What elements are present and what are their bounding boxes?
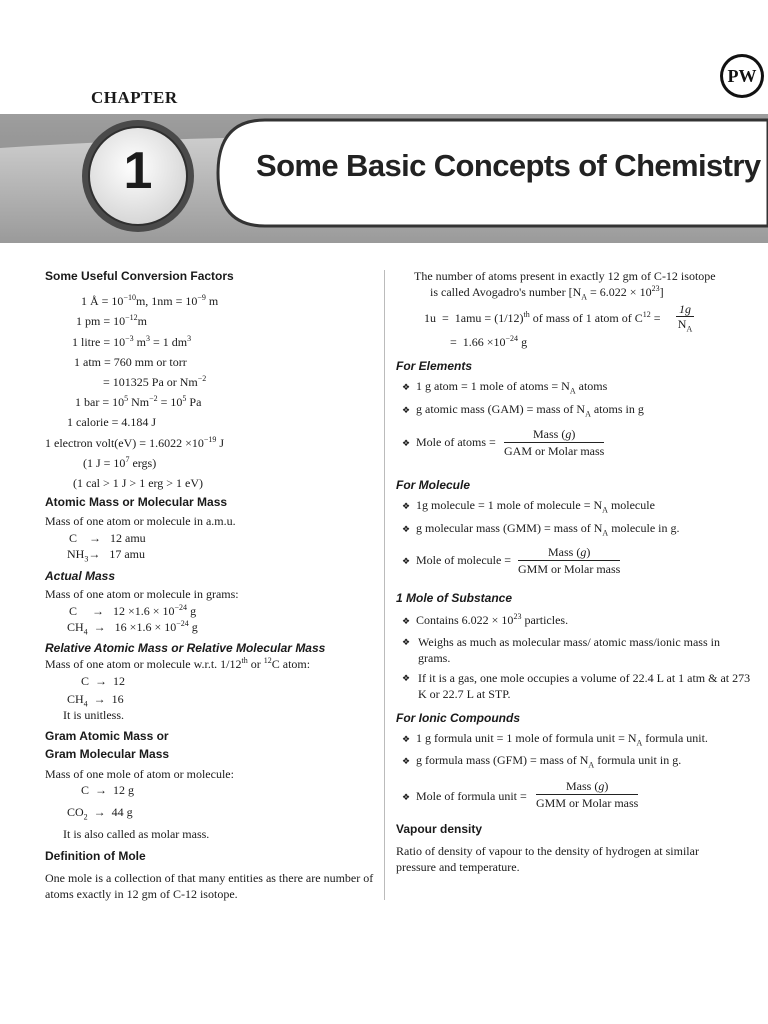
conversion-line: 1 pm = $10^{-12}m$ xyxy=(76,313,147,328)
relative-mass-heading: Relative Atomic Mass or Relative Molecular Mass xyxy=(45,641,326,655)
ionic-bullet: ❖ g formula mass (GFM) = mass of $N_A$ formula unit in g. xyxy=(402,753,682,770)
bullet-icon: ❖ xyxy=(402,438,411,448)
mole-of-formula-unit-fraction: Mass (g) GMM or Molar mass xyxy=(536,779,639,810)
conversion-line: (1 cal > 1 J > 1 erg > 1 eV) xyxy=(73,476,204,490)
elements-heading: For Elements xyxy=(396,359,473,373)
mole-of-atoms-fraction: Mass (g) GAM or Molar mass xyxy=(504,427,605,458)
bullet-icon: ❖ xyxy=(402,616,411,626)
chapter-number: 1 xyxy=(123,142,153,200)
bullet-icon: ❖ xyxy=(402,637,411,647)
relative-mass-row: $CH_4 \to 16$ xyxy=(67,692,124,709)
bullet-icon: ❖ xyxy=(402,673,411,683)
conversion-line: (1 $J = 10^7$ ergs) xyxy=(83,455,157,470)
pw-logo-icon xyxy=(719,53,765,99)
substance-bullet: ❖ If it is a gas, one mole occupies a volume of 22.4 L at 1 atm & at 273 K or 22.7 L at STP. xyxy=(402,671,751,701)
mole-definition-heading: Definition of Mole xyxy=(45,849,146,863)
bullet-icon: ❖ xyxy=(402,382,411,392)
actual-mass-intro: Mass of one atom or molecule in grams: xyxy=(45,587,239,601)
conversion-heading: Some Useful Conversion Factors xyxy=(45,269,234,283)
gram-mass-heading-2: Gram Molecular Mass xyxy=(45,747,170,761)
bullet-icon: ❖ xyxy=(402,501,411,511)
bullet-icon: ❖ xyxy=(402,405,411,415)
molecule-bullet: ❖ 1g molecule = 1 mole of molecule = $N_A$ molecule xyxy=(402,498,655,515)
bullet-icon: ❖ xyxy=(402,524,411,534)
actual-mass-heading: Actual Mass xyxy=(45,569,116,583)
bullet-icon: ❖ xyxy=(402,792,411,802)
relative-mass-row: C → 12 xyxy=(81,674,126,688)
avogadro-line-2: is called Avogadro's number $[N_A = 6.022 \times 10^{23}]$ xyxy=(430,284,664,302)
bullet-icon: ❖ xyxy=(402,556,411,566)
substance-bullet: ❖ Contains $6.022 \times 10^{23}$ particles. xyxy=(402,612,569,627)
molecule-heading: For Molecule xyxy=(396,478,471,492)
ionic-bullet: ❖ 1 g formula unit = 1 mole of formula unit = $N_A$ formula unit. xyxy=(402,731,708,748)
actual-mass-row: C → $12 \times 1.6 \times 10^{-24}$ g xyxy=(69,603,197,618)
page-title: Some Basic Concepts of Chemistry xyxy=(256,148,761,183)
substance-bullet: ❖ Weighs as much as molecular mass/ atomic mass/ionic mass in grams. xyxy=(402,635,720,665)
bullet-icon: ❖ xyxy=(402,756,411,766)
mole-definition-text: One mole is a collection of that many entities as there are number of atoms exactly in 12 gm of C-12 isotope. xyxy=(45,871,374,901)
chapter-label: CHAPTER xyxy=(91,88,178,107)
vapour-density-text: Ratio of density of vapour to the density of hydrogen at similar pressure and temperature. xyxy=(396,844,699,874)
elements-bullet: ❖ g atomic mass (GAM) = mass of $N_A$ atoms in g xyxy=(402,402,644,419)
elements-bullet: ❖ 1 g atom = 1 mole of atoms = $N_A$ atoms xyxy=(402,379,608,396)
bullet-icon: ❖ xyxy=(402,734,411,744)
gram-mass-row: C → 12 g xyxy=(81,783,135,797)
atomic-mass-intro: Mass of one atom or molecule in a.m.u. xyxy=(45,514,236,528)
svg-text:PW: PW xyxy=(727,66,757,86)
gram-mass-row: $CO_2 \to 44$ g xyxy=(67,805,133,822)
gram-mass-intro: Mass of one mole of atom or molecule: xyxy=(45,767,234,781)
gram-mass-note: It is also called as molar mass. xyxy=(63,827,210,841)
amu-fraction: 1g $N_A$ xyxy=(677,302,693,334)
vapour-density-heading: Vapour density xyxy=(396,822,483,836)
conversion-line: 1 Å = $10^{-10}m$, $1nm = 10^{-9}$ m xyxy=(81,293,219,308)
relative-mass-note: It is unitless. xyxy=(63,708,125,722)
conversion-line: 1 bar = $10^5$ $Nm^{-2} = 10^5$ Pa xyxy=(75,394,202,409)
conversion-line: 1 calorie = 4.184 J xyxy=(67,415,157,429)
atomic-mass-heading: Atomic Mass or Molecular Mass xyxy=(45,495,228,509)
amu-definition: $1u = 1amu = (1/12)^{th}$ of mass of 1 atom of $C^{12}$ = xyxy=(424,310,661,325)
column-divider xyxy=(384,270,385,900)
conversion-line: 1 atm = 760 mm or torr xyxy=(74,355,187,369)
conversion-line: 1 litre = $10^{-3}$ $m^3 = 1$ $dm^3$ xyxy=(72,334,192,349)
substance-heading: 1 Mole of Substance xyxy=(396,591,513,605)
mole-of-molecule-fraction: Mass (g) GMM or Molar mass xyxy=(518,545,621,576)
ionic-bullet: ❖ Mole of formula unit = xyxy=(402,789,527,803)
elements-bullet: ❖ Mole of atoms = xyxy=(402,435,496,449)
gram-mass-heading-1: Gram Atomic Mass or xyxy=(45,729,169,743)
molecule-bullet: ❖ Mole of molecule = xyxy=(402,553,512,567)
atomic-mass-row: C → 12 amu xyxy=(69,531,146,545)
conversion-line: 1 electron volt(eV) = $1.6022 \times 10^{-19}$ J xyxy=(45,435,225,450)
atomic-mass-row: $NH_3\to 17$ amu xyxy=(67,547,146,564)
ionic-heading: For Ionic Compounds xyxy=(396,711,520,725)
avogadro-line-1: The number of atoms present in exactly 12 gm of C-12 isotope xyxy=(414,269,716,283)
conversion-line: = 101325 Pa or $Nm^{-2}$ xyxy=(103,374,207,389)
amu-value: = $1.66 \times 10^{-24}$ g xyxy=(450,334,528,349)
actual-mass-row: $CH_4 \to 16 \times 1.6 \times 10^{-24}$ g xyxy=(67,619,198,637)
relative-mass-intro: Mass of one atom or molecule w.r.t. 1/12th or $^{12}$C atom: xyxy=(45,656,311,671)
molecule-bullet: ❖ g molecular mass (GMM) = mass of $N_A$ molecule in g. xyxy=(402,521,680,538)
